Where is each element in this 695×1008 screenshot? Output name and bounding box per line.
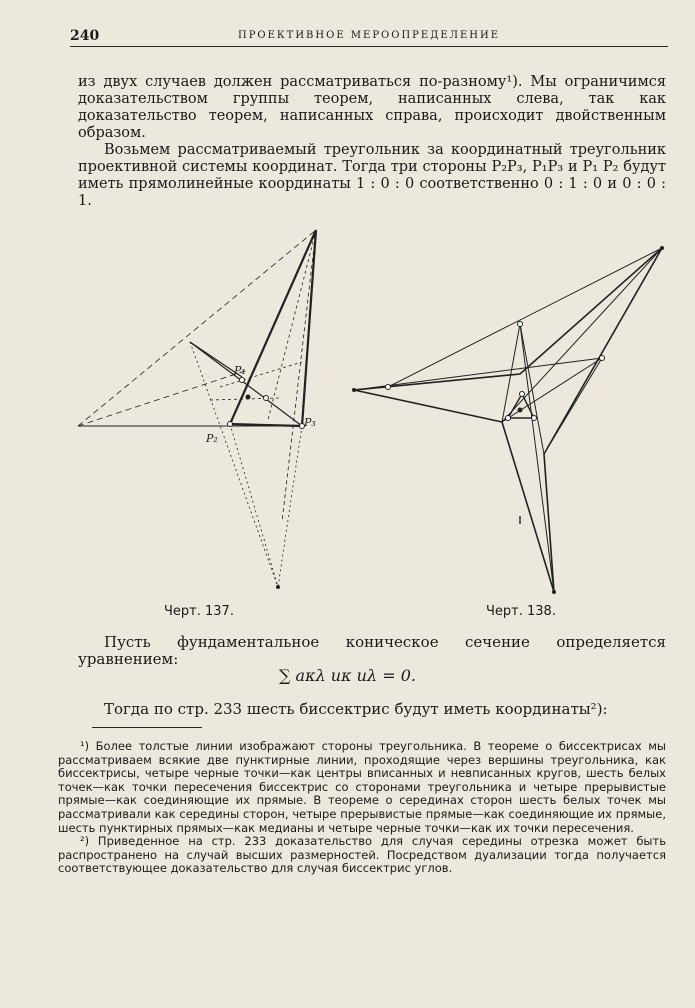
dashed-line [78, 230, 316, 426]
figure-138 [348, 242, 668, 598]
connecting-line [520, 324, 554, 592]
dotted-line [190, 342, 278, 587]
white-point [240, 378, 245, 383]
connecting-line [502, 248, 662, 422]
point-label-p3: P₃ [304, 416, 316, 429]
black-point [552, 590, 556, 594]
black-point [660, 246, 664, 250]
white-point [506, 416, 511, 421]
footnote-divider [92, 727, 202, 728]
black-point [518, 408, 523, 413]
dotted-line [278, 426, 302, 587]
white-point [532, 416, 537, 421]
dotted-line [230, 424, 278, 587]
caption-fig-137: Черт. 137. [164, 604, 234, 619]
dashed-line [78, 370, 248, 426]
point-label-p2: P₂ [206, 432, 218, 445]
paragraph-2: Возьмем рассматриваемый треугольник за координатный треугольник проективной системы координат. Тогда три стороны P₂P₃, P₁P₃ и P₁ P₂ будут иметь прямолинейные координаты 1 : 0 : 0 соответственно 0 : 1 : 0 и 0 : 0 : 1. [78, 142, 666, 209]
point-label-p1: P₁ [234, 364, 246, 377]
white-point [520, 392, 525, 397]
bisector-line [190, 342, 302, 426]
white-point [228, 422, 233, 427]
text-block-middle [78, 634, 666, 668]
paragraph-3: Пусть фундаментальное коническое сечение определяется уравнением: [78, 633, 666, 668]
connecting-line [544, 358, 602, 454]
figure-137 [70, 222, 330, 600]
dotted-line [282, 230, 316, 522]
page-number: 240 [70, 28, 100, 44]
connecting-line [502, 324, 520, 422]
footnotes [58, 740, 666, 876]
black-point [276, 585, 280, 589]
text-block-top [78, 74, 666, 210]
formula: ∑ aκλ uκ uλ = 0. [279, 666, 416, 685]
caption-fig-138: Черт. 138. [486, 604, 556, 619]
black-point [352, 388, 356, 392]
dashed-line [210, 398, 280, 400]
white-point [264, 396, 269, 401]
dashed-line [220, 362, 302, 387]
running-title: ПРОЕКТИВНОЕ МЕРООПРЕДЕЛЕНИЕ [237, 30, 501, 41]
paragraph-4: Тогда по стр. 233 шесть биссектрис будут иметь координаты²): [104, 700, 608, 718]
text-block-bottom [78, 701, 666, 718]
white-point [600, 356, 605, 361]
connecting-line [354, 374, 520, 390]
footnote-1: ¹) Более толстые линии изображают стороны треугольника. В теореме о биссектрисах мы рассматриваем всякие две пунктирные линии, проходящие через вершины треугольника, как биссектрисы, четыре черные точки—как центры вписанных и невписанных кругов, шесть белых точек—как точки пересечения биссектрис со сторонами треугольника и четыре прерывистые прямые—как соединяющие их прямые. В теореме о серединах сторон шесть белых точек мы рассматривали как середины сторон, четыре прерывистые прямые—как соединяющие их прямые, шесть пунктирных прямых—как медианы и четыре черные точки—как их точки пересечения. [58, 739, 666, 835]
triangle-side [230, 230, 316, 424]
paragraph-1: из двух случаев должен рассматриваться по-разному¹). Мы ограничимся доказательством группы теорем, написанных слева, так как доказательство теорем, написанных справа, происходит двойственным образом. [78, 74, 666, 141]
black-point [246, 395, 251, 400]
white-point [386, 385, 391, 390]
white-point [518, 322, 523, 327]
running-head [70, 26, 668, 47]
footnote-2: ²) Приведенное на стр. 233 доказательство для случая середины отрезка может быть распространено на случай высших размерностей. Посредством дуализации тогда получается соответствующее доказательство для случая биссектрис углов. [58, 834, 666, 876]
